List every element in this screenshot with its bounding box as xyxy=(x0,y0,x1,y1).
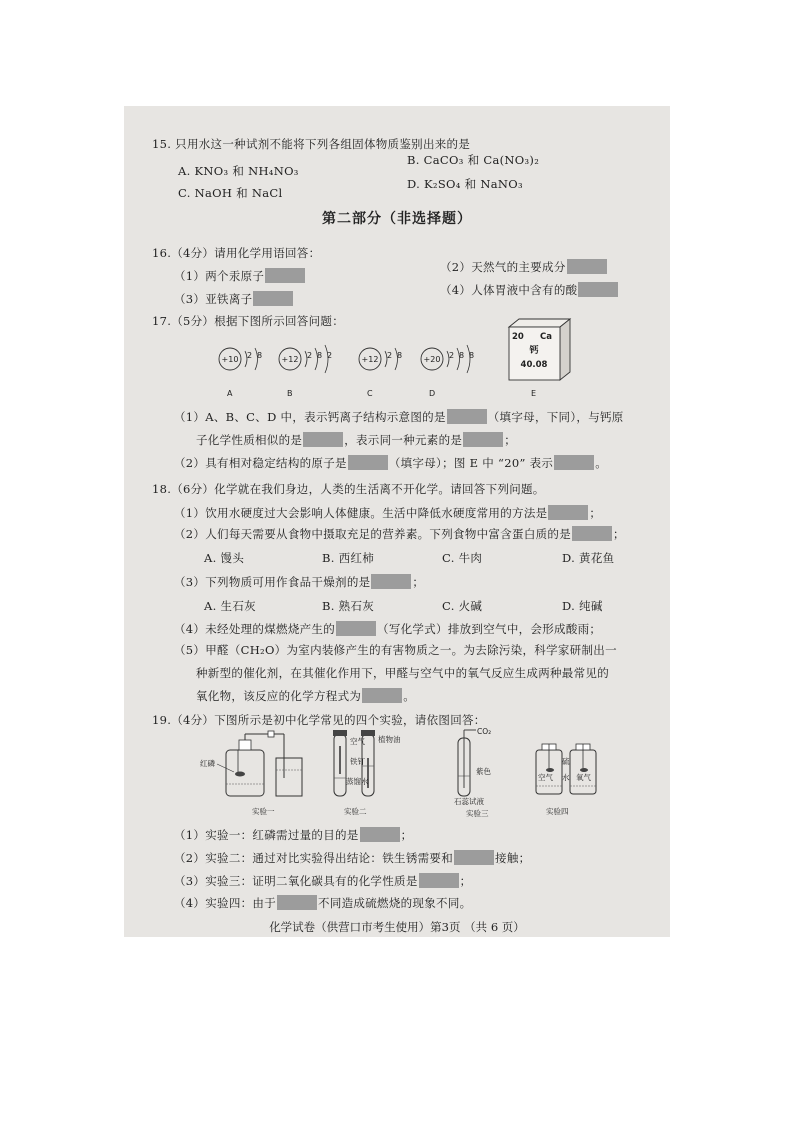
q18-option-c: C. 火碱 xyxy=(442,599,483,613)
shell-electrons: 8 xyxy=(397,351,403,360)
q17-text: （2）具有相对稳定结构的原子是 xyxy=(174,456,347,470)
answer-blank[interactable] xyxy=(454,850,494,865)
q17-text: （填字母）；图 E 中 “20” 表示 xyxy=(388,456,554,470)
q16-part3 xyxy=(174,291,294,306)
q19-part1 xyxy=(174,827,412,842)
answer-blank[interactable] xyxy=(371,574,411,589)
q18-part3 xyxy=(174,574,424,589)
q18-text: （3）下列物质可用作食品干燥剂的是 xyxy=(174,575,371,589)
element-name: 钙 xyxy=(529,346,539,356)
q18-text: （1）饮用水硬度过大会影响人体健康。生活中降低水硬度常用的方法是 xyxy=(174,506,548,520)
atom-diagram-b xyxy=(279,345,332,398)
section-title: 第二部分（非选择题） xyxy=(322,211,472,227)
q15-option-d: D. K₂SO₄ 和 NaNO₃ xyxy=(407,177,523,191)
shell-electrons: 8 xyxy=(459,351,465,360)
element-box-e xyxy=(509,319,570,398)
sulfur-label: 硫 xyxy=(562,757,570,766)
q16-part2 xyxy=(440,259,608,274)
q19-text: （3）实验三：证明二氧化碳具有的化学性质是 xyxy=(174,874,418,888)
experiment-two-apparatus xyxy=(333,730,401,816)
distilled-water-label: 蒸馏水 xyxy=(346,777,369,786)
q18-part5-line2: 种新型的催化剂，在其催化作用下，甲醛与空气中的氧气反应生成两种最常见的 xyxy=(196,666,609,680)
atom-label: B xyxy=(287,389,293,398)
air-label: 空气 xyxy=(350,737,365,746)
shell-electrons: 8 xyxy=(469,351,475,360)
shell-electrons: 2 xyxy=(327,351,333,360)
q19-part4 xyxy=(174,895,471,910)
q15-option-a: A. KNO₃ 和 NH₄NO₃ xyxy=(178,164,299,178)
experiments-figure xyxy=(184,728,604,820)
q18-stem: 18.（6分）化学就在我们身边，人类的生活离不开化学。请回答下列问题。 xyxy=(152,482,545,496)
q19-text: 接触； xyxy=(495,851,531,865)
purple-label: 紫色 xyxy=(476,767,491,776)
q18-text: （2）人们每天需要从食物中摄取充足的营养素。下列食物中富含蛋白质的是 xyxy=(174,527,572,541)
q17-text: 。 xyxy=(595,456,607,470)
q16-stem: 16.（4分）请用化学用语回答： xyxy=(152,246,321,260)
shell-electrons: 2 xyxy=(387,351,393,360)
exam-page xyxy=(124,106,670,937)
q19-text: （4）实验四：由于 xyxy=(174,896,277,910)
experiment-label: 实验二 xyxy=(344,807,367,816)
q15-option-c: C. NaOH 和 NaCl xyxy=(178,186,283,200)
q16-part4-text: （4）人体胃液中含有的酸 xyxy=(440,283,578,297)
q18-text: ； xyxy=(589,506,602,520)
atomic-number: 20 xyxy=(512,332,524,342)
q16-part1-text: （1）两个汞原子 xyxy=(174,269,265,283)
answer-blank[interactable] xyxy=(463,432,503,447)
atom-diagram-c xyxy=(359,348,402,398)
answer-blank[interactable] xyxy=(253,291,293,306)
atom-label: E xyxy=(531,389,537,398)
shell-electrons: 2 xyxy=(247,351,253,360)
q18-option-c: C. 牛肉 xyxy=(442,551,483,565)
shell-electrons: 8 xyxy=(317,351,323,360)
atom-label: C xyxy=(367,389,373,398)
q17-text: （1）A、B、C、D 中，表示钙离子结构示意图的是 xyxy=(174,410,446,424)
answer-blank[interactable] xyxy=(277,895,317,910)
q19-part3 xyxy=(174,873,471,888)
q17-text: ，表示同一种元素的是 xyxy=(344,433,463,447)
q18-option-a: A. 馒头 xyxy=(204,551,245,565)
answer-blank[interactable] xyxy=(578,282,618,297)
q18-option-a: A. 生石灰 xyxy=(204,599,256,613)
atom-label: A xyxy=(227,389,233,398)
q15-option-b: B. CaCO₃ 和 Ca(NO₃)₂ xyxy=(407,153,540,167)
q18-part2 xyxy=(174,526,625,541)
q15-stem: 15. 只用水这一种试剂不能将下列各组固体物质鉴别出来的是 xyxy=(152,137,471,151)
q17-text: 子化学性质相似的是 xyxy=(196,433,303,447)
q18-part5-line3 xyxy=(196,688,415,703)
q17-text: ； xyxy=(504,433,517,447)
q18-part4 xyxy=(174,621,601,636)
q17-part2 xyxy=(174,455,607,470)
answer-blank[interactable] xyxy=(265,268,305,283)
answer-blank[interactable] xyxy=(362,688,402,703)
air-label: 空气 xyxy=(538,773,553,782)
answer-blank[interactable] xyxy=(360,827,400,842)
shell-electrons: 2 xyxy=(449,351,455,360)
iron-nail-label: 铁钉 xyxy=(350,757,365,766)
answer-blank[interactable] xyxy=(419,873,459,888)
q19-text: ； xyxy=(400,828,413,842)
experiment-label: 实验四 xyxy=(546,807,569,816)
nucleus-label: +20 xyxy=(423,355,441,364)
experiment-four-apparatus xyxy=(536,744,596,816)
answer-blank[interactable] xyxy=(447,409,487,424)
answer-blank[interactable] xyxy=(336,621,376,636)
experiment-three-apparatus xyxy=(454,728,491,818)
q18-part5-line1: （5）甲醛（CH₂O）为室内装修产生的有害物质之一。为去除污染，科学家研制出一 xyxy=(174,643,617,657)
page-footer: 化学试卷（供营口市考生使用）第3页 （共 6 页） xyxy=(269,920,525,934)
q18-option-b: B. 熟石灰 xyxy=(322,599,375,613)
q19-text: ； xyxy=(459,874,472,888)
q18-option-b: B. 西红柿 xyxy=(322,551,375,565)
q19-text: （2）实验二：通过对比实验得出结论：铁生锈需要和 xyxy=(174,851,454,865)
q19-part2 xyxy=(174,850,530,865)
oxygen-label: 氧气 xyxy=(576,773,591,782)
q16-part4 xyxy=(440,282,619,297)
answer-blank[interactable] xyxy=(548,505,588,520)
atomic-mass: 40.08 xyxy=(520,360,548,370)
q18-text: ； xyxy=(412,575,425,589)
atomic-structure-figure xyxy=(204,318,584,400)
nucleus-label: +12 xyxy=(361,355,379,364)
q16-part2-text: （2）天然气的主要成分 xyxy=(440,260,566,274)
q18-text: （4）未经处理的煤燃烧产生的 xyxy=(174,622,336,636)
atom-diagram-d xyxy=(421,345,474,398)
q19-text: 不同造成硫燃烧的现象不同。 xyxy=(318,896,472,910)
q19-text: （1）实验一：红磷需过量的目的是 xyxy=(174,828,359,842)
q17-part1-line1 xyxy=(174,409,624,424)
q18-option-d: D. 纯碱 xyxy=(562,599,603,613)
q16-part3-text: （3）亚铁离子 xyxy=(174,292,253,306)
q18-text: 氧化物，该反应的化学方程式为 xyxy=(196,689,362,703)
answer-blank[interactable] xyxy=(303,432,343,447)
shell-electrons: 2 xyxy=(307,351,313,360)
q17-stem: 17.（5分）根据下图所示回答问题： xyxy=(152,314,345,328)
q16-part1 xyxy=(174,268,306,283)
answer-blank[interactable] xyxy=(554,455,594,470)
atom-label: D xyxy=(429,389,436,398)
answer-blank[interactable] xyxy=(572,526,612,541)
q18-part1 xyxy=(174,505,601,520)
nucleus-label: +10 xyxy=(221,355,239,364)
experiment-label: 实验三 xyxy=(466,809,489,818)
answer-blank[interactable] xyxy=(348,455,388,470)
vegetable-oil-label: 植物油 xyxy=(378,735,401,744)
co2-label: CO₂ xyxy=(477,728,492,736)
element-symbol: Ca xyxy=(540,332,552,342)
litmus-label: 石蕊试液 xyxy=(454,797,484,806)
nucleus-label: +12 xyxy=(281,355,299,364)
atom-diagram-a xyxy=(219,348,262,398)
shell-electrons: 8 xyxy=(257,351,263,360)
q17-part1-line2 xyxy=(196,432,516,447)
q18-text: 。 xyxy=(403,689,416,703)
experiment-label: 实验一 xyxy=(252,807,275,816)
q18-text: ； xyxy=(613,527,625,541)
q19-stem: 19.（4分）下图所示是初中化学常见的四个实验，请依图回答： xyxy=(152,713,486,727)
q18-option-d: D. 黄花鱼 xyxy=(562,551,615,565)
water-label: 水 xyxy=(562,773,570,782)
answer-blank[interactable] xyxy=(567,259,607,274)
experiment-one-apparatus xyxy=(200,731,302,816)
q18-text: （写化学式）排放到空气中，会形成酸雨； xyxy=(377,622,602,636)
red-phosphorus-label: 红磷 xyxy=(200,759,215,768)
q17-text: （填字母，下同），与钙原 xyxy=(487,410,624,424)
